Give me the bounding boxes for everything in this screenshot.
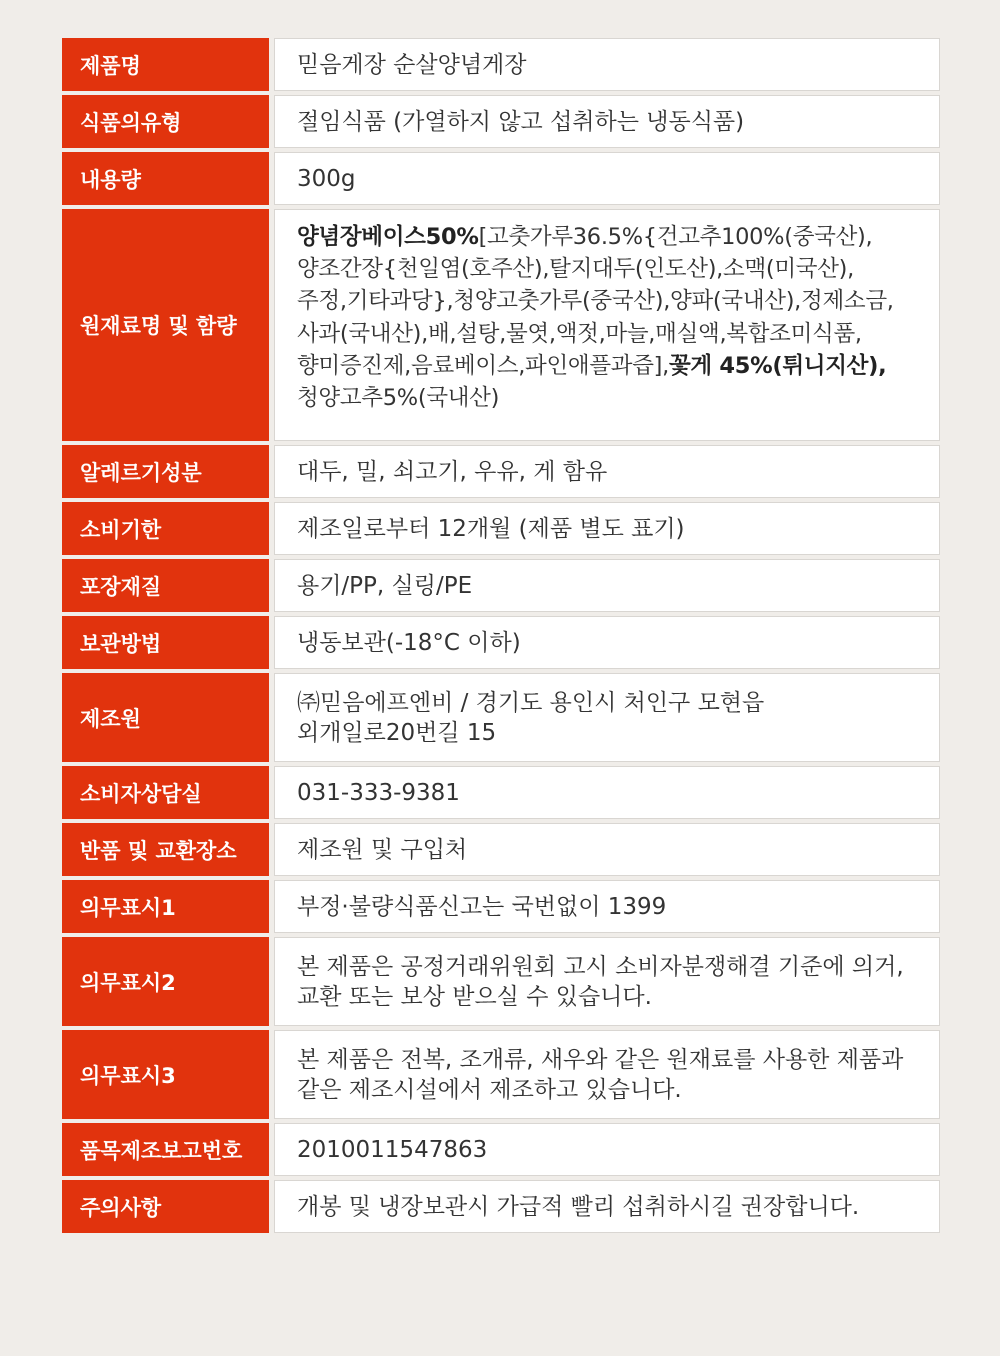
- row-notice-2: [62, 937, 940, 1026]
- row-expiry: [62, 502, 940, 555]
- value-product-name: 믿음게장 순살양념게장: [274, 38, 940, 91]
- label-notice-1: 의무표시1: [62, 880, 269, 933]
- value-consumer-center: 031-333-9381: [274, 766, 940, 819]
- row-product-name: [62, 38, 940, 91]
- value-storage: 냉동보관(-18°C 이하): [274, 616, 940, 669]
- row-notice-3: [62, 1030, 940, 1119]
- label-product-name: 제품명: [62, 38, 269, 91]
- value-net-weight: 300g: [274, 152, 940, 205]
- row-consumer-center: [62, 766, 940, 819]
- label-manufacturer: 제조원: [62, 673, 269, 762]
- label-caution: 주의사항: [62, 1180, 269, 1233]
- label-ingredients: 원재료명 및 함량: [62, 209, 269, 441]
- value-notice-3: 본 제품은 전복, 조개류, 새우와 같은 원재료를 사용한 제품과 같은 제조시설에서 제조하고 있습니다.: [274, 1030, 940, 1119]
- ingredient-sauce-base: 양념장베이스50%: [297, 224, 479, 250]
- row-notice-1: [62, 880, 940, 933]
- row-manufacturer: [62, 673, 940, 762]
- row-return-place: [62, 823, 940, 876]
- value-caution: 개봉 및 냉장보관시 가급적 빨리 섭취하시길 권장합니다.: [274, 1180, 940, 1233]
- row-caution: [62, 1180, 940, 1233]
- value-notice-2: 본 제품은 공정거래위원회 고시 소비자분쟁해결 기준에 의거, 교환 또는 보상 받으실 수 있습니다.: [274, 937, 940, 1026]
- label-packaging: 포장재질: [62, 559, 269, 612]
- value-manufacturer: ㈜믿음에프엔비 / 경기도 용인시 처인구 모현읍 외개일로20번길 15: [274, 673, 940, 762]
- label-consumer-center: 소비자상담실: [62, 766, 269, 819]
- value-expiry: 제조일로부터 12개월 (제품 별도 표기): [274, 502, 940, 555]
- label-allergens: 알레르기성분: [62, 445, 269, 498]
- label-storage: 보관방법: [62, 616, 269, 669]
- label-return-place: 반품 및 교환장소: [62, 823, 269, 876]
- label-net-weight: 내용량: [62, 152, 269, 205]
- value-return-place: 제조원 및 구입처: [274, 823, 940, 876]
- label-report-number: 품목제조보고번호: [62, 1123, 269, 1176]
- label-notice-3: 의무표시3: [62, 1030, 269, 1119]
- value-notice-1: 부정·불량식품신고는 국번없이 1399: [274, 880, 940, 933]
- value-report-number: 2010011547863: [274, 1123, 940, 1176]
- label-notice-2: 의무표시2: [62, 937, 269, 1026]
- row-report-number: [62, 1123, 940, 1176]
- row-storage: [62, 616, 940, 669]
- value-packaging: 용기/PP, 실링/PE: [274, 559, 940, 612]
- label-food-type: 식품의유형: [62, 95, 269, 148]
- ingredient-pepper: 청양고추5%(국내산): [297, 385, 500, 412]
- row-net-weight: [62, 152, 940, 205]
- ingredient-crab: 꽃게 45%(튀니지산),: [669, 352, 887, 379]
- label-expiry: 소비기한: [62, 502, 269, 555]
- row-packaging: [62, 559, 940, 612]
- ingredient-sauce-details: [고춧가루36.5%{건고추100%(중국산), 양조간장{천일염(호주산),탈지대두(인도산),소맥(미국산), 주정,기타과당},청양고춧가루(중국산),양파(국내산),정제소금, 사과(국내산),배,설탕,물엿,액젓,마늘,매실액,복합조미식품, 향미증진제,음료베이스,파인애플과즙],: [297, 224, 894, 379]
- row-food-type: [62, 95, 940, 148]
- value-ingredients: [274, 209, 940, 441]
- row-allergens: [62, 445, 940, 498]
- value-food-type: 절임식품 (가열하지 않고 섭취하는 냉동식품): [274, 95, 940, 148]
- value-allergens: 대두, 밀, 쇠고기, 우유, 게 함유: [274, 445, 940, 498]
- product-info-table: [62, 38, 940, 1237]
- row-ingredients: [62, 209, 940, 441]
